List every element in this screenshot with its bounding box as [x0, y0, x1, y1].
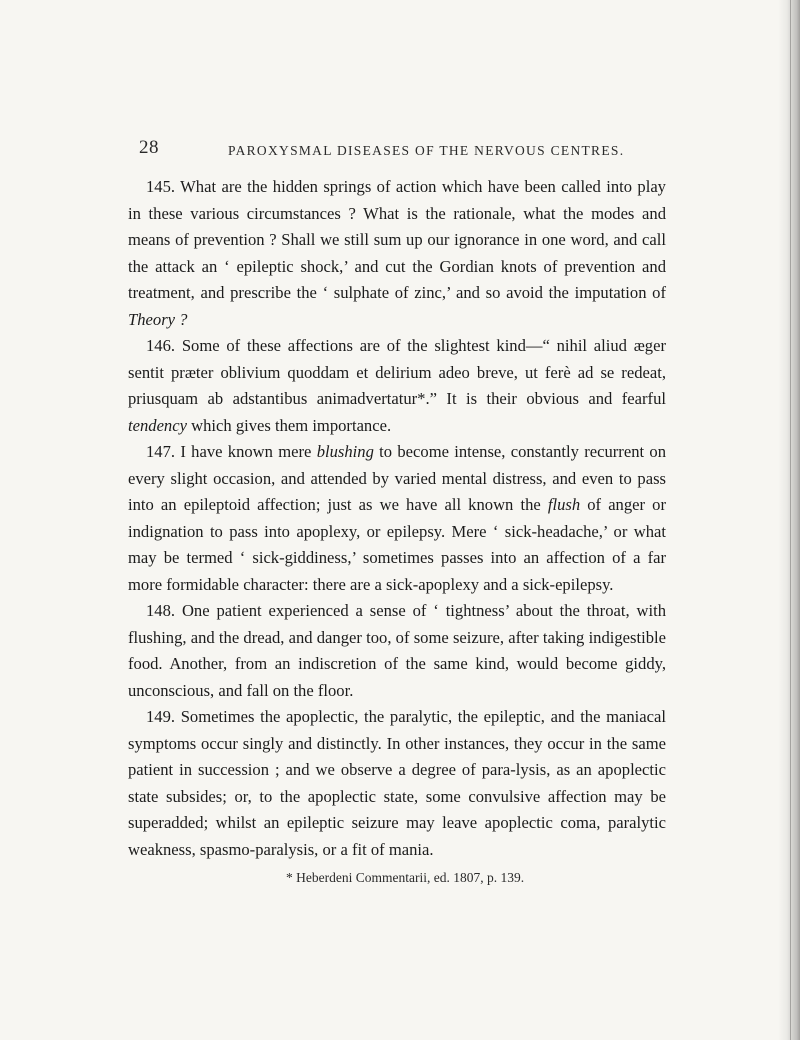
body-text — [128, 174, 666, 863]
footnote: * Heberdeni Commentarii, ed. 1807, p. 139. — [286, 870, 525, 885]
paragraph-number: 145. — [146, 177, 176, 196]
italic-text: blushing — [316, 442, 374, 461]
paragraph-text: to become intense, constantly recurrent on every slight occasion, and attended by varied mental distress, and even to pass into an epileptoid affection; just as we have all known the — [128, 442, 666, 514]
paragraph-145 — [128, 174, 666, 333]
italic-text: Theory ? — [128, 309, 188, 329]
paragraph-147 — [128, 439, 666, 598]
paragraph-148 — [128, 598, 666, 704]
paragraph-text: I have known mere — [180, 442, 317, 461]
paragraph-number: 148. — [146, 601, 176, 620]
paragraph-149 — [128, 704, 666, 863]
paragraph-text: of anger or indignation to pass into apoplexy, or epilepsy. Mere ‘ sick-headache,’ or what may be termed ‘ sick-giddiness,’ sometimes passes into an affection of a far more formidable character: there are a sick-apoplexy and a sick-epilepsy. — [128, 495, 666, 594]
page-edge-line — [790, 0, 791, 1040]
paragraph-number: 146. — [146, 336, 176, 355]
paragraph-text: Sometimes the apoplectic, the paralytic, the epileptic, and the maniacal symptoms occur singly and distinctly. In other instances, they occur in the same patient in succession ; and we observe a degree of para-lysis, as an apoplectic state subsides; or, to the apoplectic state, some convulsive affection may be superadded; whilst an epileptic seizure may leave apoplectic coma, paralytic weakness, spasmo-paralysis, or a fit of mania. — [128, 707, 666, 859]
running-head: PAROXYSMAL DISEASES OF THE NERVOUS CENTRES. — [228, 143, 625, 158]
italic-text: flush — [547, 495, 581, 514]
italic-text: tendency — [128, 415, 187, 435]
page-number: 28 — [139, 137, 159, 158]
paragraph-text: One patient experienced a sense of ‘ tightness’ about the throat, with flushing, and the dread, and danger too, of some seizure, after taking indigestible food. Another, from an indiscretion of the same kind, would become giddy, unconscious, and fall on the floor. — [128, 601, 666, 700]
paragraph-146 — [128, 333, 666, 439]
paragraph-text: Some of these affections are of the slightest kind—“ nihil aliud æger sentit præter oblivium quoddam et delirium adeo breve, ut ferè ad se redeat, priusquam ab adstantibus animadvertatur*.” It is their obvious and fearful — [128, 336, 666, 408]
paragraph-text: which gives them importance. — [186, 415, 392, 435]
paragraph-number: 149. — [146, 707, 176, 726]
paragraph-number: 147. — [146, 442, 176, 461]
paragraph-text: What are the hidden springs of action which have been called into play in these various circumstances ? What is the rationale, what the modes and means of prevention ? Shall we still sum up our ignorance in one word, and call the attack an ‘ epileptic shock,’ and cut the Gordian knots of prevention and treatment, and prescribe the ‘ sulphate of zinc,’ and so avoid the imputation of — [128, 177, 666, 302]
page-edge-shadow — [778, 0, 800, 1040]
